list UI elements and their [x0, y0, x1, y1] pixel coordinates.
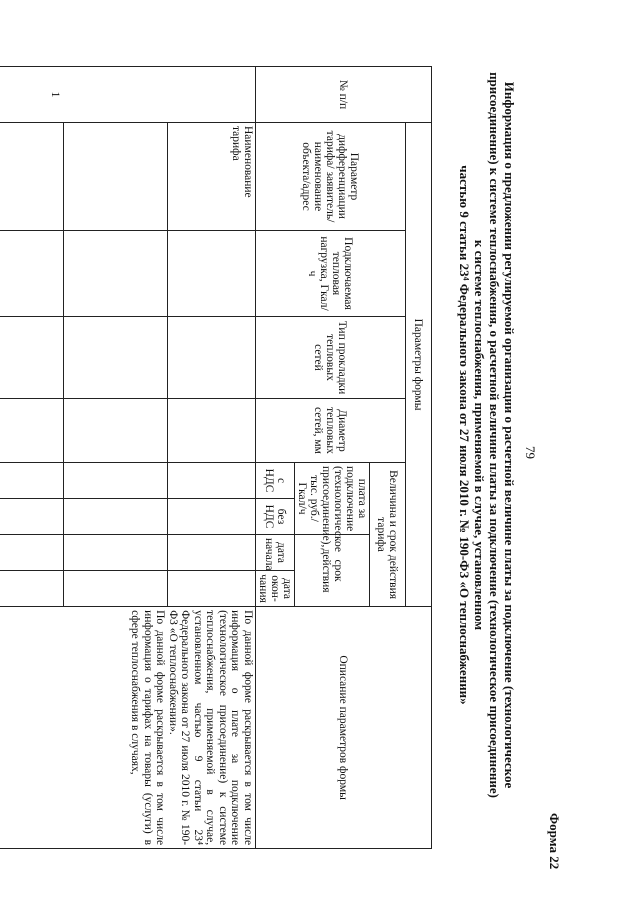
- table-cell: [168, 463, 256, 499]
- table-cell: [168, 231, 256, 317]
- row-number: 1: [0, 67, 256, 123]
- table-cell: [64, 571, 168, 607]
- table-cell: [64, 499, 168, 535]
- table-cell: [64, 231, 168, 317]
- table-cell: [168, 571, 256, 607]
- table-cell: [64, 463, 168, 499]
- table-cell: [0, 463, 64, 499]
- column-header-without-vat: без НДС: [256, 499, 295, 535]
- title-line: к системе теплоснабжения, применяемой в случае, установленном: [472, 239, 487, 631]
- table-cell: [168, 535, 256, 571]
- table-cell: [0, 399, 64, 463]
- table-cell: [0, 535, 64, 571]
- column-header-parameter: Параметр дифференциации тарифа/ заявитель/ наименование объекта/адрес: [256, 123, 406, 231]
- description-paragraph: По данной форме раскрывается в том числе информация о плате за подключение (технологическое присоединение) к системе теплоснабжения, применяемой в случае, установленном частью 9 статьи 23⁴ Федерального закона от 27 июля 2010 г. № 190-ФЗ «О теплоснабжении».: [167, 610, 254, 846]
- description-cell: [0, 607, 256, 849]
- table-cell: [168, 317, 256, 399]
- column-header-diameter: Диаметр тепловых сетей, мм: [256, 399, 406, 463]
- title-line: Информация о предложении регулируемой организации о расчетной величине платы за подключение (технологическое: [502, 81, 517, 789]
- table-cell: [0, 499, 64, 535]
- column-header-load: Подключаемая тепловая нагрузка, Гкал/ч: [256, 231, 406, 317]
- table-cell: [168, 499, 256, 535]
- table-cell: [64, 123, 168, 231]
- column-header-description: Описание параметров формы: [256, 607, 432, 849]
- table-cell: [64, 535, 168, 571]
- group-header-value-term: Величина и срок действия тарифа: [370, 463, 406, 607]
- column-header-with-vat: с НДС: [256, 463, 295, 499]
- title-line: присоединение) к системе теплоснабжения, о расчетной величине платы за подключение (технологическое присоединение): [487, 72, 502, 798]
- table-cell: [0, 123, 64, 231]
- column-header-fee: плата за подключение (технологическое присоединение), тыс. руб./Гкал/ч: [295, 463, 370, 535]
- group-header-params: Параметры формы: [406, 123, 432, 607]
- table-cell: [0, 571, 64, 607]
- row-label-tariff-name: Наименование тарифа: [168, 123, 256, 231]
- title-line: частью 9 статьи 23⁴ Федерального закона от 27 июля 2010 г. № 190-ФЗ «О теплоснабжении»: [457, 165, 472, 705]
- document-title: [457, 40, 517, 830]
- table-cell: [168, 399, 256, 463]
- column-header-laying-type: Тип прокладки тепловых сетей: [256, 317, 406, 399]
- table-cell: [64, 399, 168, 463]
- column-header-start-date: дата начала: [256, 535, 295, 571]
- column-header-number: № п/п: [256, 67, 432, 123]
- column-header-end-date: дата окон-чания: [256, 571, 295, 607]
- page-number: 79: [523, 446, 538, 459]
- table-cell: [64, 317, 168, 399]
- form-table: [0, 66, 432, 849]
- form-label: Форма 22: [547, 813, 562, 870]
- table-cell: [0, 231, 64, 317]
- description-paragraph: По данной форме раскрывается в том числе информация о тарифах на товары (услуги) в сфере теплоснабжения в случаях,: [129, 610, 167, 846]
- group-header-term: срок действия: [295, 535, 370, 607]
- table-cell: [0, 317, 64, 399]
